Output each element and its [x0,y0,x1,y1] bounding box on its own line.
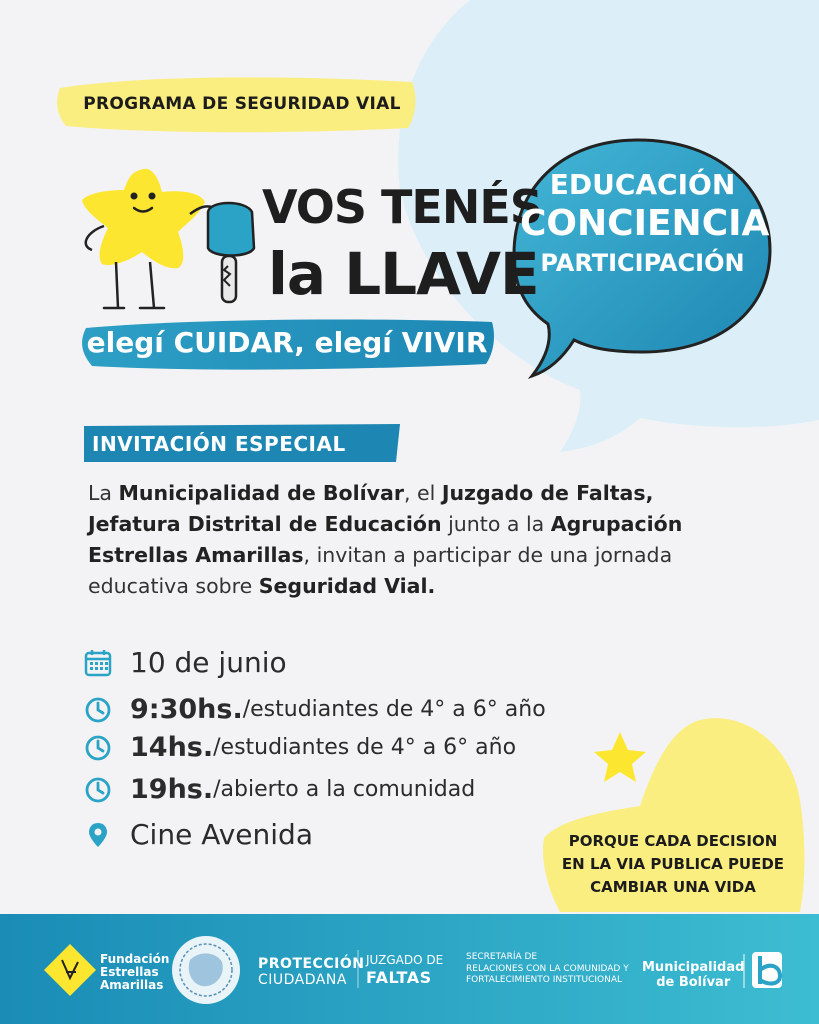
event-date: 10 de junio [130,646,287,679]
location-pin-icon [84,821,112,849]
juzgado-line: FALTAS [366,968,432,987]
event-time: 9:30hs. [130,694,243,725]
inv-bold: Agrupación [550,512,683,536]
event-time: 19hs. [130,774,214,805]
event-location: Cine Avenida [130,818,313,851]
secretaria-line: SECRETARÍA DE [466,952,538,962]
event-date-row [84,646,287,679]
inv-bold: Juzgado de Faltas, [441,481,654,505]
bubble-words [520,160,770,278]
education-seal-icon [172,936,240,1004]
small-star-icon [594,732,646,782]
clock-icon [84,734,112,762]
event-time-desc: /abierto a la comunidad [213,777,476,802]
clock-icon [84,696,112,724]
invitation-body [88,478,768,602]
inv-text: , el [403,481,442,505]
inv-text: , invitan a participar de una jornada [303,543,673,567]
fundacion-line: Fundación [100,952,170,966]
tagline: elegí CUIDAR, elegí VIVIR [86,325,488,359]
event-time-desc: /estudiantes de 4° a 6° año [242,697,546,722]
quote-line: CAMBIAR UNA VIDA [590,878,756,896]
fundacion-line: Estrellas [100,965,159,979]
inv-text: educativa sobre [88,574,259,598]
secretaria-line: FORTALECIMIENTO INSTITUCIONAL [466,975,622,985]
program-label: PROGRAMA DE SEGURIDAD VIAL [83,94,401,114]
event-time: 14hs. [130,732,214,763]
proteccion-line: PROTECCIÓN [258,956,365,972]
quote-line: PORQUE CADA DECISION [568,832,778,850]
bubble-word-conciencia: CONCIENCIA [520,203,770,245]
inv-bold: Estrellas Amarillas [88,543,304,567]
bubble-word-educacion: EDUCACIÓN [549,168,736,201]
key-icon [208,203,254,302]
quote-line: EN LA VIA PUBLICA PUEDE [561,855,785,873]
bolivar-b-logo-icon [752,952,782,988]
juzgado-logo-text [366,952,443,986]
municipalidad-line: de Bolívar [656,975,731,990]
event-time-row [84,732,516,763]
event-time-desc: /estudiantes de 4° a 6° año [213,735,517,760]
bubble-word-participacion: PARTICIPACIÓN [540,249,745,278]
fundacion-line: Amarillas [100,978,164,992]
secretaria-logo-text [466,952,629,987]
event-time-row [84,694,546,725]
proteccion-logo-text [258,956,364,988]
municipalidad-line: Municipalidad [642,960,745,975]
inv-text: junto a la [441,512,551,536]
star-mascot-icon [82,169,214,308]
secretaria-line: RELACIONES CON LA COMUNIDAD Y [466,963,629,974]
inv-bold: Jefatura Distrital de Educación [88,512,442,536]
slogan-line2: la LLAVE [268,240,539,308]
fundacion-logo-text [100,953,169,992]
event-location-row [84,818,313,851]
quote-text [548,830,798,899]
proteccion-line: CIUDADANA [258,972,347,988]
slogan-line1: VOS TENÉS [262,180,542,234]
event-time-row [84,774,475,805]
clock-icon [84,776,112,804]
juzgado-line: JUZGADO DE [366,953,444,967]
inv-text: La [88,481,119,505]
invitation-title: INVITACIÓN ESPECIAL [92,432,346,456]
calendar-icon [84,649,112,677]
inv-bold: Municipalidad de Bolívar [118,481,404,505]
municipalidad-logo-text [642,960,744,990]
inv-bold: Seguridad Vial. [258,574,436,598]
